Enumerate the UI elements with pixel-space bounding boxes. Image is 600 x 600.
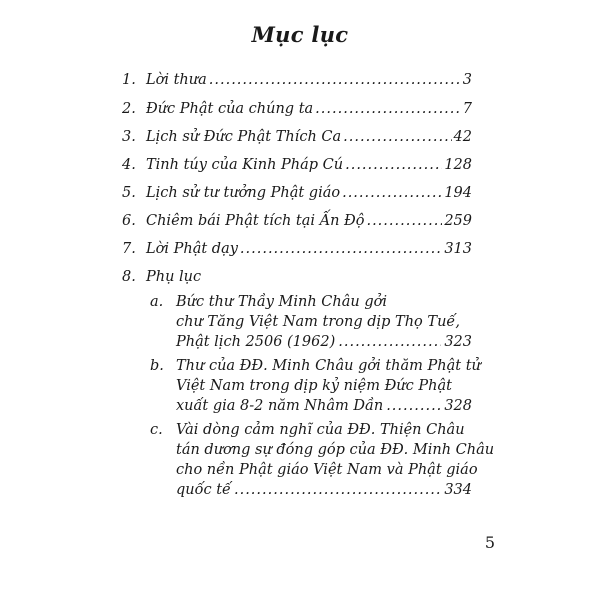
subentry-letter: a. xyxy=(150,294,164,310)
subentry-page: 328 xyxy=(444,398,472,414)
subentry-line: Thư của ĐĐ. Minh Châu gởi thăm Phật tử xyxy=(176,358,481,374)
entry-number: 7. xyxy=(122,241,136,257)
entry-title: Lịch sử tư tưởng Phật giáo xyxy=(146,185,341,201)
subentry-line: chư Tăng Việt Nam trong dịp Thọ Tuế, xyxy=(176,314,460,330)
subentry-line: Việt Nam trong dịp kỷ niệm Đức Phật xyxy=(176,378,452,394)
entry-number: 3. xyxy=(122,129,136,145)
toc-entry xyxy=(122,211,472,231)
entry-page: 128 xyxy=(444,157,472,173)
subentry-line: tán dương sự đóng góp của ĐĐ. Minh Châu xyxy=(176,442,495,458)
entry-title: Lịch sử Đức Phật Thích Ca xyxy=(146,129,342,145)
toc-entry xyxy=(122,155,472,175)
entry-title: Lời Phật dạy xyxy=(146,241,238,257)
subentry-line: quốc tế xyxy=(176,482,231,498)
page-number: 5 xyxy=(484,533,495,552)
entry-title: Tinh túy của Kinh Pháp Cú xyxy=(146,157,344,173)
entry-title: Lời thưa xyxy=(146,72,207,88)
toc-entry xyxy=(122,183,472,203)
toc-entry xyxy=(122,127,472,147)
toc-entry xyxy=(122,99,472,119)
entry-title: Chiêm bái Phật tích tại Ấn Độ xyxy=(146,213,365,229)
entry-number: 1. xyxy=(122,72,136,88)
subentry-line: Bức thư Thầy Minh Châu gởi xyxy=(176,294,387,310)
subentry-letter: c. xyxy=(150,422,163,438)
entry-page: 7 xyxy=(462,101,472,117)
entry-title: Phụ lục xyxy=(146,269,202,285)
entry-page: 42 xyxy=(453,129,472,145)
subentry-line: xuất gia 8-2 năm Nhâm Dần xyxy=(176,398,384,414)
subentry-line: cho nền Phật giáo Việt Nam và Phật giáo xyxy=(176,462,478,478)
subentry-line: Vài dòng cảm nghĩ của ĐĐ. Thiện Châu xyxy=(176,422,465,438)
entry-page: 259 xyxy=(444,213,472,229)
entry-number: 2. xyxy=(122,101,136,117)
entry-number: 6. xyxy=(122,213,136,229)
entry-number: 4. xyxy=(122,157,136,173)
subentry-letter: b. xyxy=(150,358,164,374)
entry-number: 8. xyxy=(122,269,136,285)
entry-number: 5. xyxy=(122,185,136,201)
entry-title: Đức Phật của chúng ta xyxy=(146,101,314,117)
toc-entry xyxy=(122,70,472,90)
subentry-line: Phật lịch 2506 (1962) xyxy=(176,334,336,350)
subentry-page: 323 xyxy=(444,334,472,350)
subentry-page: 334 xyxy=(444,482,472,498)
entry-page: 313 xyxy=(444,241,472,257)
toc-entry xyxy=(122,239,472,259)
entry-page: 194 xyxy=(444,185,472,201)
toc-entry xyxy=(122,267,472,287)
page-title: Mục lục xyxy=(251,22,349,47)
entry-page: 3 xyxy=(462,72,472,88)
